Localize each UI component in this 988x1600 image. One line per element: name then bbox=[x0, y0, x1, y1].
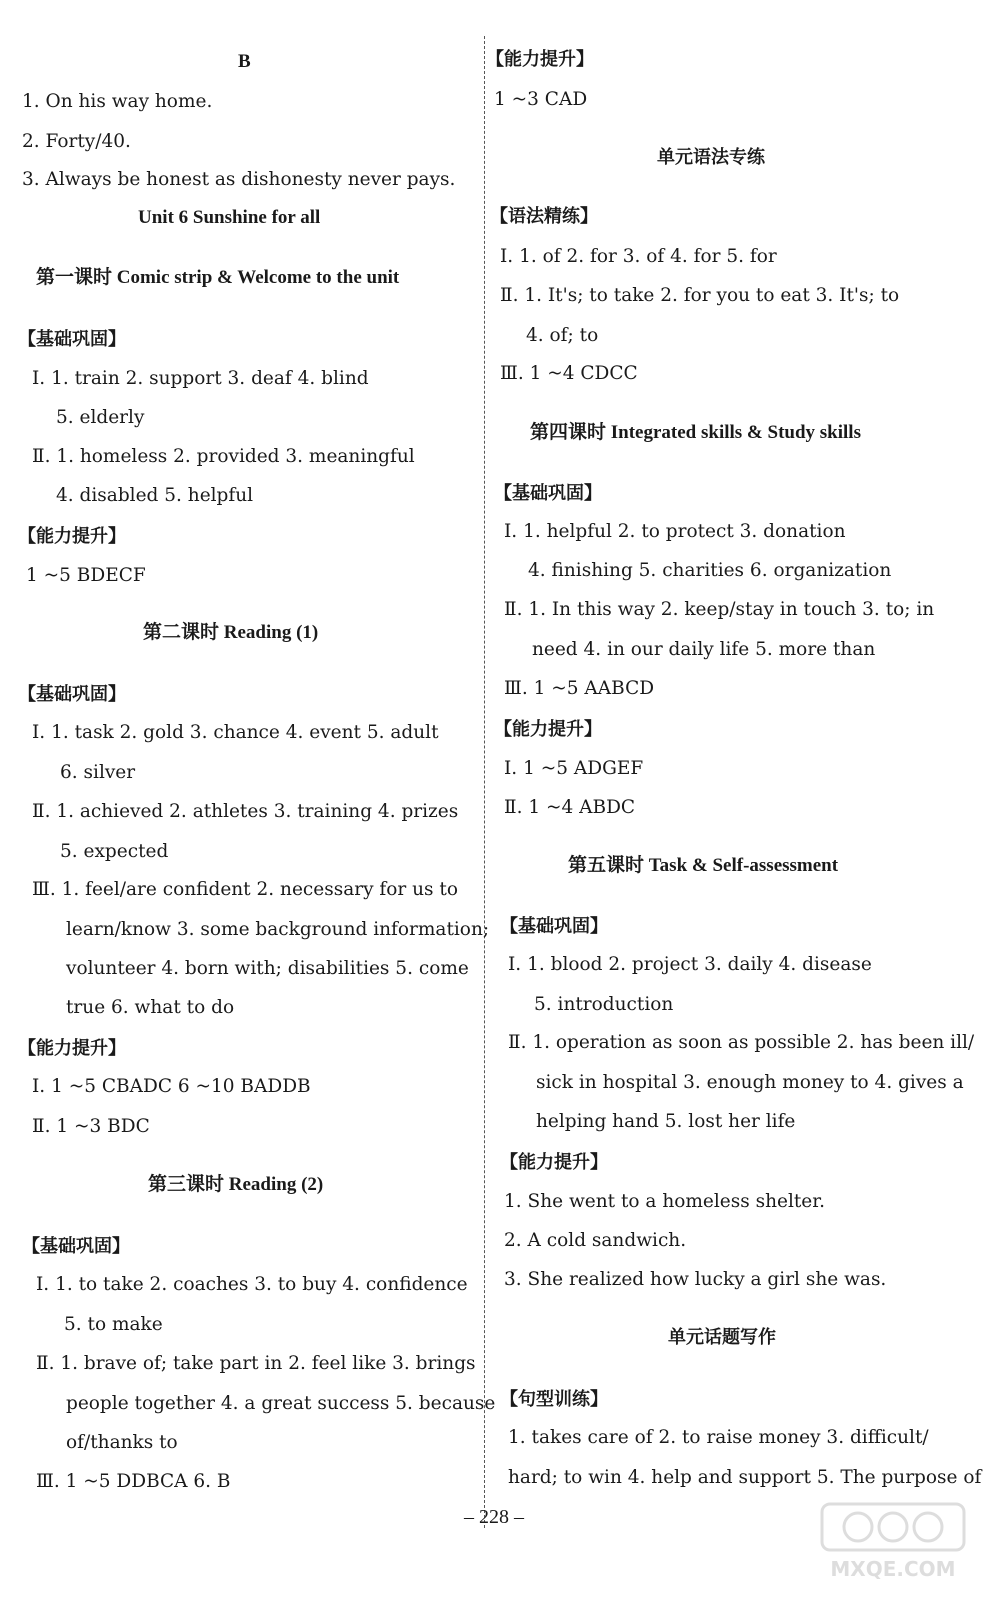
answer-line: learn/know 3. some background information; bbox=[66, 919, 490, 940]
section-label: 【基础巩固】 bbox=[18, 329, 126, 350]
answer-line: Ⅲ. 1 ~4 CDCC bbox=[500, 363, 638, 384]
answer-line: 5. elderly bbox=[56, 407, 145, 428]
section-label: 【基础巩固】 bbox=[494, 483, 602, 504]
answer-line: true 6. what to do bbox=[66, 997, 235, 1018]
answer-line: Ⅰ. 1. of 2. for 3. of 4. for 5. for bbox=[500, 246, 777, 267]
section-label: 【能力提升】 bbox=[486, 49, 594, 70]
answer-line: Ⅲ. 1 ~5 DDBCA 6. B bbox=[36, 1471, 231, 1492]
lesson-title: 第二课时 Reading (1) bbox=[143, 622, 319, 643]
column-divider bbox=[484, 36, 485, 1528]
answer-line: Ⅰ. 1. helpful 2. to protect 3. donation bbox=[504, 521, 846, 542]
answer-line: 5. introduction bbox=[534, 994, 674, 1015]
lesson-title: 第一课时 Comic strip & Welcome to the unit bbox=[36, 267, 400, 288]
answer-line: 5. expected bbox=[60, 841, 169, 862]
answer-line: 2. A cold sandwich. bbox=[504, 1230, 687, 1251]
answer-line: Ⅱ. 1. In this way 2. keep/stay in touch 3. to; in bbox=[504, 599, 935, 620]
section-label: 【能力提升】 bbox=[500, 1152, 608, 1173]
answer-line: Ⅱ. 1. brave of; take part in 2. feel like 3. brings bbox=[36, 1353, 476, 1374]
answer-line: 4. finishing 5. charities 6. organization bbox=[528, 560, 892, 581]
answer-line: 2. Forty/40. bbox=[22, 131, 131, 152]
lesson-title: 第五课时 Task & Self-assessment bbox=[568, 855, 839, 876]
lesson-title: 第三课时 Reading (2) bbox=[148, 1174, 324, 1195]
answer-line: 1. takes care of 2. to raise money 3. difficult/ bbox=[508, 1427, 929, 1448]
answer-line: helping hand 5. lost her life bbox=[536, 1111, 796, 1132]
answer-line: 1. On his way home. bbox=[22, 91, 213, 112]
answer-line: 6. silver bbox=[60, 762, 136, 783]
answer-line: Ⅲ. 1 ~5 AABCD bbox=[504, 678, 655, 699]
answer-line: Ⅰ. 1. to take 2. coaches 3. to buy 4. confidence bbox=[36, 1274, 468, 1295]
answer-line: 1 ~5 BDECF bbox=[26, 565, 146, 586]
answer-line: people together 4. a great success 5. because bbox=[66, 1393, 496, 1414]
answer-line: 4. disabled 5. helpful bbox=[56, 485, 254, 506]
section-label: 【能力提升】 bbox=[18, 526, 126, 547]
answer-line: 1 ~3 CAD bbox=[494, 89, 588, 110]
answer-line: Ⅰ. 1 ~5 ADGEF bbox=[504, 758, 644, 779]
page-number: – 228 – bbox=[464, 1506, 524, 1528]
section-label: 【基础巩固】 bbox=[22, 1236, 130, 1257]
answer-line: volunteer 4. born with; disabilities 5. come bbox=[66, 958, 469, 979]
answer-line: 5. to make bbox=[64, 1314, 163, 1335]
section-label: 【基础巩固】 bbox=[500, 916, 608, 937]
answer-line: Ⅱ. 1 ~3 BDC bbox=[32, 1116, 150, 1137]
watermark-text: MXQE.COM bbox=[830, 1557, 956, 1581]
lesson-title: 第四课时 Integrated skills & Study skills bbox=[530, 422, 861, 443]
section-label: 【能力提升】 bbox=[494, 719, 602, 740]
answer-line: Ⅱ. 1. achieved 2. athletes 3. training 4. prizes bbox=[32, 801, 459, 822]
answer-line: hard; to win 4. help and support 5. The purpose of bbox=[508, 1467, 982, 1488]
answer-line: 3. She realized how lucky a girl she was. bbox=[504, 1269, 887, 1290]
answer-line: Ⅱ. 1. operation as soon as possible 2. has been ill/ bbox=[508, 1032, 975, 1053]
section-label: 【能力提升】 bbox=[18, 1038, 126, 1059]
section-heading: 单元语法专练 bbox=[657, 147, 765, 168]
answer-line: Ⅱ. 1. homeless 2. provided 3. meaningful bbox=[32, 446, 415, 467]
section-heading: 单元话题写作 bbox=[668, 1327, 776, 1348]
watermark-logo bbox=[818, 1500, 968, 1582]
answer-line: Ⅱ. 1. It's; to take 2. for you to eat 3. It's; to bbox=[500, 285, 900, 306]
answer-line: 3. Always be honest as dishonesty never pays. bbox=[22, 169, 456, 190]
answer-line: Ⅲ. 1. feel/are confident 2. necessary for us to bbox=[32, 879, 458, 900]
answer-line: Ⅰ. 1. blood 2. project 3. daily 4. disease bbox=[508, 954, 872, 975]
section-label: 【基础巩固】 bbox=[18, 684, 126, 705]
section-label: 【句型训练】 bbox=[500, 1389, 608, 1410]
answer-line: Ⅰ. 1. task 2. gold 3. chance 4. event 5. adult bbox=[32, 722, 439, 743]
answer-line: of/thanks to bbox=[66, 1432, 178, 1453]
answer-line: 1. She went to a homeless shelter. bbox=[504, 1191, 825, 1212]
answer-line: 4. of; to bbox=[526, 325, 599, 346]
answer-line: sick in hospital 3. enough money to 4. gives a bbox=[536, 1072, 964, 1093]
answer-line: Ⅱ. 1 ~4 ABDC bbox=[504, 797, 636, 818]
answer-line: need 4. in our daily life 5. more than bbox=[532, 639, 876, 660]
unit-title: Unit 6 Sunshine for all bbox=[138, 207, 321, 228]
section-heading: B bbox=[238, 51, 251, 72]
answer-line: Ⅰ. 1 ~5 CBADC 6 ~10 BADDB bbox=[32, 1076, 311, 1097]
answer-line: Ⅰ. 1. train 2. support 3. deaf 4. blind bbox=[32, 368, 369, 389]
section-label: 【语法精练】 bbox=[490, 206, 598, 227]
